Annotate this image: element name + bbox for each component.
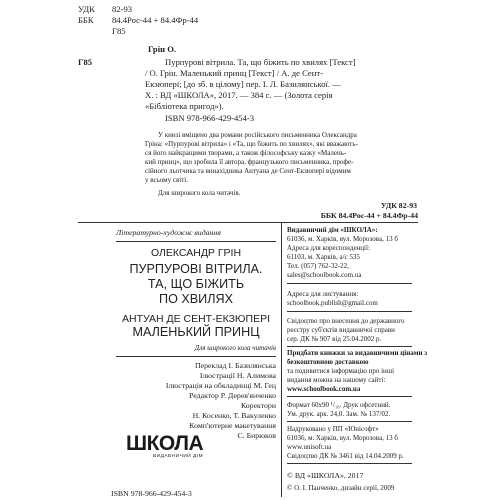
title-two: МАЛЕНЬКИЙ ПРИНЦ xyxy=(132,325,260,339)
catalog-line-3: Екзюпері; [до зб. в цілому] пер. І. Л. Базилянської. — xyxy=(145,79,341,89)
right-rule-1 xyxy=(287,283,412,284)
address-line-3: 61103, м. Харків, а/с 535 xyxy=(287,253,360,261)
buy-line-2: безкоштовною доставкою xyxy=(287,358,369,366)
logo-subtitle: ВИДАВНИЧИЙ ДІМ xyxy=(152,454,204,459)
publisher-logo xyxy=(126,433,203,459)
logo-text: ШКОЛА xyxy=(126,432,204,455)
right-rule-3 xyxy=(287,346,412,347)
bbk-label: ББК xyxy=(78,15,94,25)
printer-line-2: 61036, м. Харків, вул. Морозова, 13 б xyxy=(287,434,398,442)
format-line-1: Формат 60x90 ¹/₁₆. Друк офсетний. xyxy=(287,401,391,409)
udk-right: УДК 82-93 xyxy=(380,201,417,210)
catalog-line-2: / О. Грін. Маленький принц [Текст] / А. де Сент- xyxy=(145,68,323,78)
credit-layout-label: Комп'ютерне макетування xyxy=(189,421,276,430)
credit-layout: С. Бирюков xyxy=(237,431,276,440)
annotation-audience: Для широкого кола читачів. xyxy=(158,189,241,197)
format-line-2: Ум. друк. арк. 24,0. Зам. № 137/02. xyxy=(287,410,391,418)
letters-label: Адреса для листування: xyxy=(287,290,359,298)
bbk-value: 84.4Рос-44 + 84.4Фр-44 xyxy=(112,15,199,25)
certificate-line-3: сер. ДК № 907 від 25.04.2002 р. xyxy=(287,335,382,343)
left-audience: Для широкого кола читачів xyxy=(194,344,276,352)
title-one-line-1: ПУРПУРОВІ ВІТРИЛА. xyxy=(129,262,263,276)
annotation-line-6: у всьому світі. xyxy=(145,176,188,184)
credit-illustrations: Ілюстрації Н. Алимова xyxy=(199,371,276,380)
genre-rule xyxy=(116,241,276,242)
annotation-line-4: кий принц», що зробила її автора, французького письменника, профе- xyxy=(145,158,354,166)
right-rule-4 xyxy=(287,396,412,397)
printer-site: www.unisoft.ua xyxy=(287,443,332,451)
copyright-2: © О. І. Панченко, дизайн серії, 2009 xyxy=(287,484,395,492)
address-email: sales@schoolbook.com.ua xyxy=(287,271,362,279)
address-phone: Тел. (057) 762-32-22, xyxy=(287,262,349,270)
author-mark: Г85 xyxy=(112,26,126,36)
printer-line-1: Надруковано у ПП «Юнісофт» xyxy=(287,425,379,433)
udk-label: УДК xyxy=(78,4,95,14)
annotation-line-5: сійного льотчика та винахідника Антуана де Сент-Екзюпері відомим xyxy=(145,167,351,175)
side-mark: Г85 xyxy=(78,57,93,67)
credit-proofreaders-label: Коректори xyxy=(240,401,276,410)
catalog-line-5: «Бібліотека пригод»). xyxy=(145,101,224,111)
catalog-line-4: Х. : ВД «ШКОЛА», 2017. — 384 с. — (Золота серія xyxy=(145,90,333,100)
certificate-line-2: реєстру суб'єктів видавничої справи xyxy=(287,326,395,334)
credit-cover: Ілюстрація на обкладинці М. Гец xyxy=(165,381,276,390)
letters-email: schoolbook.publish@gmail.com xyxy=(287,299,378,307)
site-link[interactable]: www.schoolbook.com.ua xyxy=(287,385,361,393)
credit-translation: Переклад І. Базилянська xyxy=(195,361,276,370)
catalog-line-1: Пурпурові вітрила. Та, що біжить по хвилях [Текст] xyxy=(165,57,356,67)
annotation-line-3: ся його найкращими творами, а також філософську казку «Малень- xyxy=(145,149,347,157)
author-heading: Грін О. xyxy=(148,44,177,54)
buy-line-1: Придбати книжки за видавничими цінами з xyxy=(287,349,428,357)
buy-line-3: та подивитися інформацію про інші xyxy=(287,367,395,375)
printer-certificate: Свідоцтво ДК № 3461 від 14.04.2009 р. xyxy=(287,452,404,460)
genre-label: Літературно-художнє видання xyxy=(116,228,221,237)
annotation-line-1: У книзі вміщено два романи російського письменника Олександра xyxy=(158,131,357,139)
author-one: ОЛЕКСАНДР ГРІН xyxy=(150,247,242,259)
address-line-1: 61036, м. Харків, вул. Морозова, 13 б xyxy=(287,235,398,243)
publisher-name: Видавничий дім «ШКОЛА»: xyxy=(287,226,378,234)
column-divider xyxy=(281,223,282,497)
address-line-2: Адреса для кореспонденції: xyxy=(287,244,370,252)
annotation-line-2: Гріна: «Пурпурові вітрила» і «Та, що біжить по хвилях», які вважають- xyxy=(145,140,358,148)
top-divider xyxy=(78,222,418,223)
right-rule-2 xyxy=(287,311,412,312)
buy-line-4: видання можна на нашому сайті: xyxy=(287,376,386,384)
title-one-line-2: ТА, ЩО БІЖИТЬ xyxy=(147,277,245,291)
credit-editor: Редактор Р. Дерев'янченко xyxy=(189,391,276,400)
credit-proofreaders: Н. Косенко, Т. Вакуленко xyxy=(192,411,276,420)
catalog-isbn: ISBN 978-966-429-454-3 xyxy=(165,113,255,123)
copyright-1: © ВД «ШКОЛА», 2017 xyxy=(287,471,364,480)
right-rule-6 xyxy=(287,463,412,464)
right-rule-5 xyxy=(287,421,412,422)
title-one-line-3: ПО ХВИЛЯХ xyxy=(159,292,233,306)
bbk-right: ББК 84.4Рос-44 + 84.4Фр-44 xyxy=(320,211,418,220)
audience-rule xyxy=(116,356,276,357)
certificate-line-1: Свідоцтво про внесення до державного xyxy=(287,317,405,325)
left-isbn: ISBN 978-966-429-454-3 xyxy=(111,489,192,498)
author-two: АНТУАН ДЕ СЕНТ-ЕКЗЮПЕРІ xyxy=(121,313,270,325)
udk-value: 82-93 xyxy=(112,4,133,14)
